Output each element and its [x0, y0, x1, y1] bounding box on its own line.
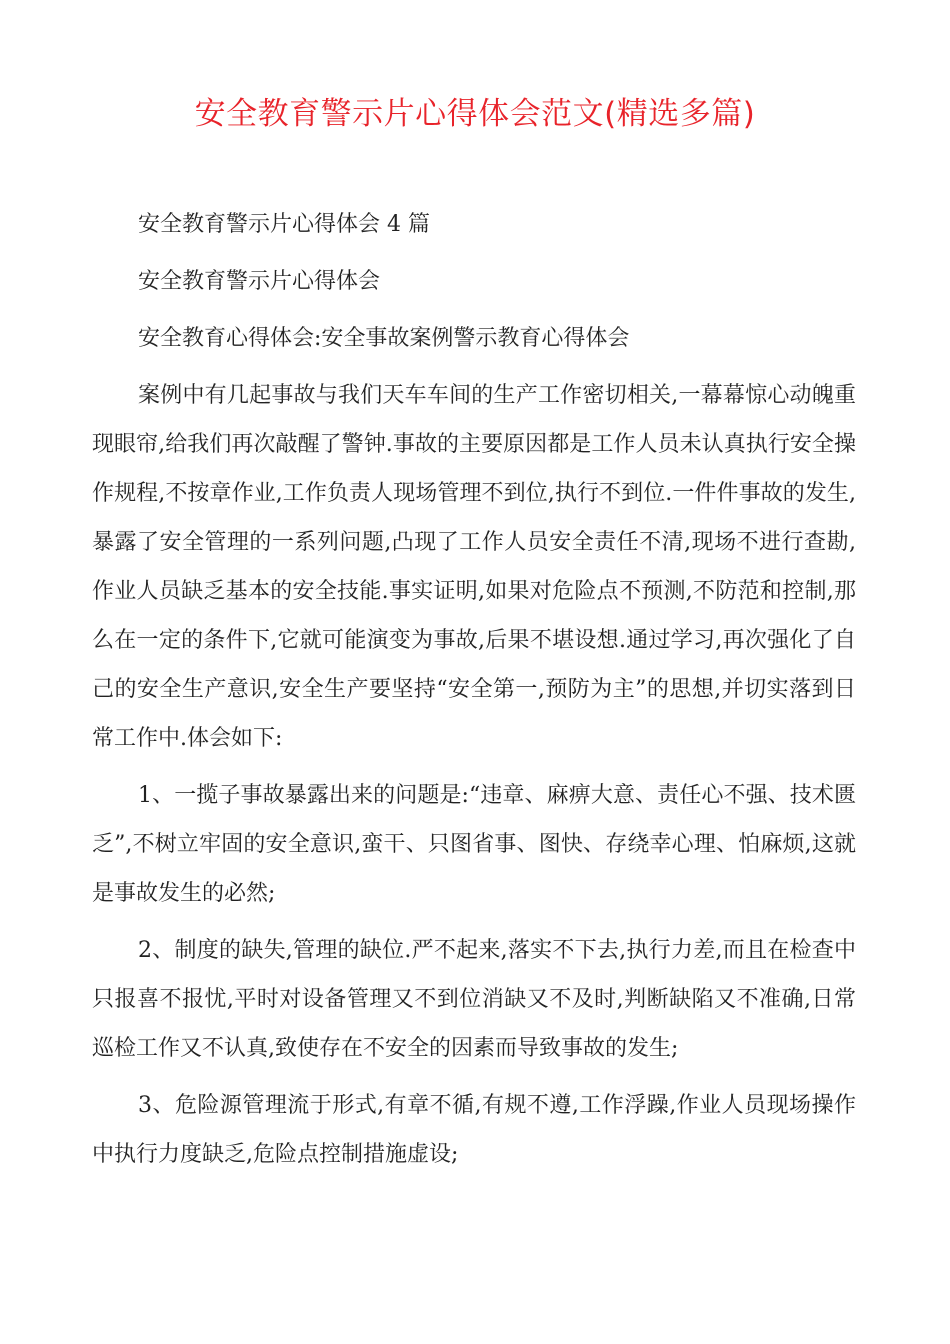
list-item-3: 3、危险源管理流于形式,有章不循,有规不遵,工作浮躁,作业人员现场操作中执行力度缺乏,危险点控制措施虚设; [92, 1093, 856, 1167]
section-heading: 安全教育警示片心得体会 [138, 269, 381, 294]
document-title: 安全教育警示片心得体会范文(精选多篇) [194, 96, 756, 132]
list-item-1: 1、一揽子事故暴露出来的问题是:“违章、麻痹大意、责任心不强、技术匮乏”,不树立牢固的安全意识,蛮干、只图省事、图快、存绕幸心理、怕麻烦,这就是事故发生的必然; [92, 783, 856, 906]
article-heading: 安全教育心得体会:安全事故案例警示教育心得体会 [138, 326, 630, 351]
subtitle-paragraph: 安全教育警示片心得体会 4 篇 [138, 212, 430, 237]
intro-paragraph: 案例中有几起事故与我们天车车间的生产工作密切相关,一幕幕惊心动魄重现眼帘,给我们再次敲醒了警钟.事故的主要原因都是工作人员未认真执行安全操作规程,不按章作业,工作负责人现场管理不到位,执行不到位.一件件事故的发生,暴露了安全管理的一系列问题,凸现了工作人员安全责任不清,现场不进行查勘,作业人员缺乏基本的安全技能.事实证明,如果对危险点不预测,不防范和控制,那么在一定的条件下,它就可能演变为事故,后果不堪设想.通过学习,再次强化了自己的安全生产意识,安全生产要坚持“安全第一,预防为主”的思想,并切实落到日常工作中.体会如下: [92, 383, 856, 751]
document-body [92, 200, 856, 1187]
list-item-2: 2、制度的缺失,管理的缺位.严不起来,落实不下去,执行力差,而且在检查中只报喜不报忧,平时对设备管理又不到位消缺又不及时,判断缺陷又不准确,日常巡检工作又不认真,致使存在不安全的因素而导致事故的发生; [92, 938, 856, 1061]
